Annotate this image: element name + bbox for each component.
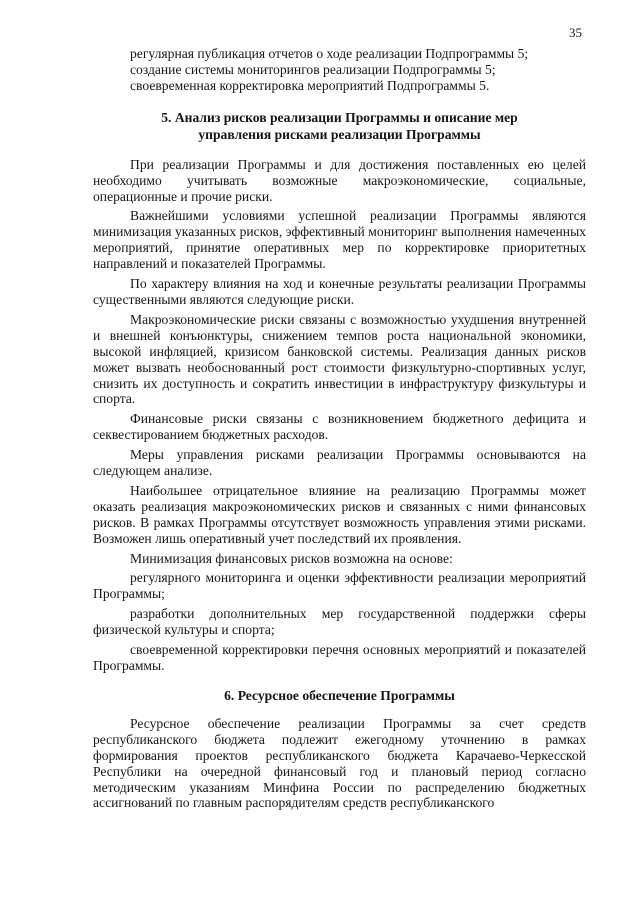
section-5-heading [93,109,586,143]
list-item: разработки дополнительных мер государственной поддержки сферы физической культуры и спорта; [93,606,586,638]
list-item: регулярного мониторинга и оценки эффективности реализации мероприятий Программы; [93,570,586,602]
paragraph: Минимизация финансовых рисков возможна на основе: [130,550,453,566]
intro-item: своевременная корректировка мероприятий Подпрограммы 5. [130,77,490,93]
paragraph: Макроэкономические риски связаны с возможностью ухудшения внутренней и внешней конъюнктуры, снижением темпов роста национальной экономики, высокой инфляцией, кризисом банковской системы. Реализация данных рисков может вызвать необоснованный рост стоимости физкультурно-спортивных услуг, снизить их доступность и сократить инвестиции в инфраструктуру физкультуры и спорта. [93,311,586,407]
text-column [93,46,586,811]
section-6-heading: 6. Ресурсное обеспечение Программы [224,687,455,703]
intro-item: регулярная публикация отчетов о ходе реализации Подпрограммы 5; [130,46,529,61]
paragraph: При реализации Программы и для достижения поставленных ею целей необходимо учитывать возможные макроэкономические, социальные, операционные и прочие риски. [93,156,586,204]
paragraph: По характеру влияния на ход и конечные результаты реализации Программы существенными являются следующие риски. [93,276,586,307]
paragraph: Меры управления рисками реализации Программы основываются на следующем анализе. [93,447,586,479]
page-number: 35 [569,25,582,40]
paragraph: Наибольшее отрицательное влияние на реализацию Программы может оказать реализация макроэкономических рисков и связанных с ними финансовых рисков. В рамках Программы отсутствует возможность управления этими рисками. Возможен лишь оперативный учет последствий их проявления. [93,482,586,546]
section-5-heading-line: управления рисками реализации Программы [198,126,481,142]
paragraph: Ресурсное обеспечение реализации Программы за счет средств республиканского бюджета подлежит ежегодному уточнению в рамках формирования проектов республиканского бюджета Карачаево-Черкесской Республики на очередной финансовый год и плановый период согласно методическим указаниям Минфина России по распределению бюджетных ассигнований по главным распорядителям средств республиканского [93,715,586,811]
paragraph: Финансовые риски связаны с возникновением бюджетного дефицита и секвестированием бюджетных расходов. [93,411,586,443]
section-5-heading-line: 5. Анализ рисков реализации Программы и описание мер [161,109,518,125]
paragraph: Важнейшими условиями успешной реализации Программы являются минимизация указанных рисков, эффективный мониторинг выполнения намеченных мероприятий, принятие оперативных мер по корректировке приоритетных направлений и показателей Программы. [93,208,586,272]
list-item: своевременной корректировки перечня основных мероприятий и показателей Программы. [93,642,586,673]
intro-item: создание системы мониторингов реализации Подпрограммы 5; [130,61,496,77]
